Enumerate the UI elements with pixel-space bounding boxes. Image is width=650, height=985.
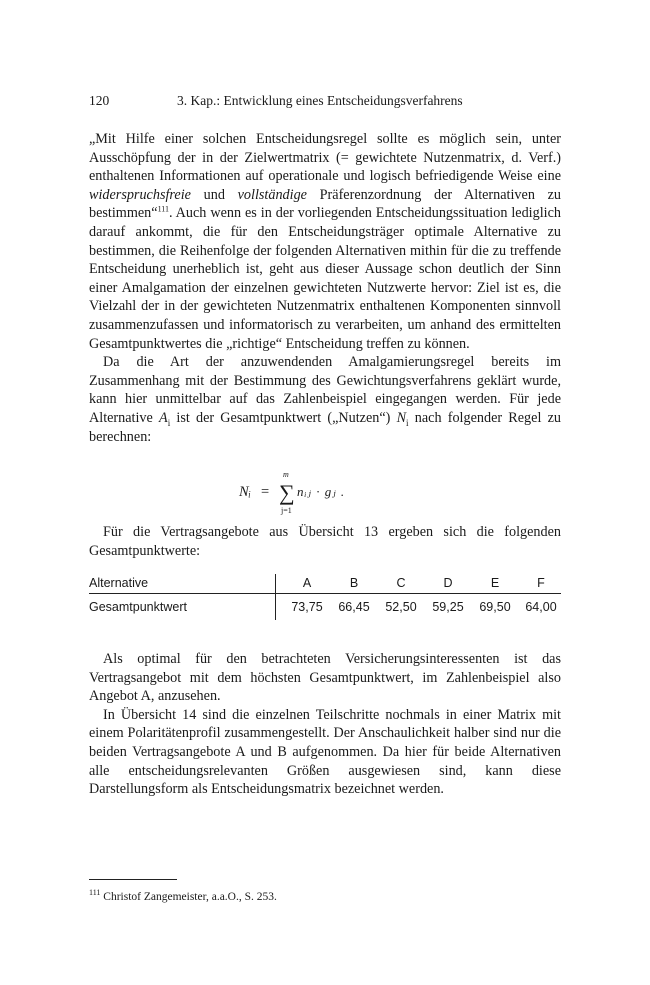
text-run: Präferenzordnung der Alternativen zu bestimmen“ bbox=[89, 186, 561, 222]
table-cell: 59,25 bbox=[432, 600, 464, 614]
page-header bbox=[89, 93, 561, 111]
formula bbox=[239, 470, 439, 522]
table-vertical-rule bbox=[275, 574, 276, 620]
text-run: nach folgender Regel zu berechnen: bbox=[89, 409, 561, 445]
formula-term: nᵢⱼ · gⱼ . bbox=[297, 484, 346, 499]
paragraph-matrix: In Übersicht 14 sind die einzelnen Teilschritte nochmals in einer Matrix mit einem Polaritätenprofil zusammengestellt. Der Anschaulichkeit halber sind nur die beiden Vertragsangebote A und B aufgenommen. Da hier für beide Alternativen alle entscheidungsrelevanten Größen ausgewiesen sind, kann diese Darstellungsform als Entscheidungsmatrix bezeichnet werden. bbox=[89, 706, 561, 798]
page-number: 120 bbox=[89, 93, 110, 108]
table-cell: 69,50 bbox=[479, 600, 511, 614]
table-cell: 73,75 bbox=[291, 600, 323, 614]
formula-equals: = bbox=[261, 484, 270, 500]
emphasis-widerspruchsfreie: widerspruchsfreie bbox=[89, 186, 191, 203]
table-header-cell: C bbox=[396, 576, 406, 590]
table-cell: 52,50 bbox=[385, 600, 417, 614]
table-rule bbox=[89, 593, 561, 594]
paragraph-table-intro: Für die Vertragsangebote aus Übersicht 13 ergeben sich die folgenden Gesamtpunktwerte: bbox=[89, 524, 561, 559]
formula-lhs: Nᵢ bbox=[239, 484, 251, 500]
symbol-n: N bbox=[396, 409, 407, 426]
body-text-2 bbox=[89, 523, 561, 560]
symbol-a: A bbox=[159, 409, 168, 426]
symbol-subscript: i bbox=[406, 417, 409, 428]
running-head: 3. Kap.: Entwicklung eines Entscheidungsverfahrens bbox=[177, 93, 463, 108]
symbol-subscript: i bbox=[167, 417, 171, 428]
footnote-mark: 111 bbox=[89, 888, 101, 897]
table-header-cell: D bbox=[443, 576, 453, 590]
text-run: ist der Gesamtpunktwert („Nutzen“) bbox=[170, 409, 397, 426]
table-row-label: Gesamtpunktwert bbox=[89, 600, 187, 614]
table-header-cell: E bbox=[490, 576, 500, 590]
text-run: Da die Art der anzuwendenden Amalgamierungsregel bereits im Zusammenhang mit der Bestimmung des Gewichtungsverfahrens geklärt wurde, kann hier unmittelbar auf das Zahlenbeispiel eingegangen werden. Für jede Alternative bbox=[89, 354, 561, 426]
text-run: . Auch wenn es in der vorliegenden Entscheidungssituation lediglich darauf ankommt, die für den Entscheidungsträger optimale Alternative zu bestimmen, die Reihenfolge der folgenden Alternativen mithin für die zu treffende Entscheidung unerheblich ist, geht aus dieser Aussage schon deutlich der Sinn einer Amalgamation der einzelnen gewichteten Nutzwerte hervor: Ziel ist es, die Vielzahl der in der gewichteten Nutzenmatrix enthaltenen Komponenten sinnvoll zusammenzufassen und informatorisch zu verarbeiten, um anhand des ermittelten Gesamtpunktwertes die „richtige“ Entscheidung treffen zu können. bbox=[89, 205, 561, 352]
paragraph-amalgamation bbox=[89, 353, 561, 446]
text-run: und bbox=[190, 186, 238, 203]
table-cell: 66,45 bbox=[338, 600, 370, 614]
table-cell: 64,00 bbox=[525, 600, 557, 614]
emphasis-vollstaendige: vollständige bbox=[237, 186, 307, 203]
formula-upper-limit: m bbox=[283, 470, 289, 479]
paragraph-optimal: Als optimal für den betrachteten Versicherungsinteressenten ist das Vertragsangebot mit dem höchsten Gesamtpunktwert, im Zahlenbeispiel also Angebot A, anzusehen. bbox=[89, 651, 561, 705]
footnote-divider bbox=[89, 879, 177, 880]
body-text-3 bbox=[89, 650, 561, 799]
paragraph-quote bbox=[89, 130, 561, 353]
body-text bbox=[89, 130, 561, 446]
table-row bbox=[89, 598, 561, 618]
table-header-row bbox=[89, 574, 561, 594]
table-header-cell: B bbox=[349, 576, 359, 590]
footnote-reference[interactable]: 111 bbox=[157, 204, 169, 214]
table-header-cell: A bbox=[302, 576, 312, 590]
formula-sum-sign: ∑ bbox=[279, 480, 295, 505]
formula-lower-limit: j=1 bbox=[281, 506, 292, 515]
table-header-label: Alternative bbox=[89, 576, 149, 590]
footnote bbox=[89, 888, 561, 903]
footnote-text: Christof Zangemeister, a.a.O., S. 253. bbox=[100, 890, 277, 903]
text-run: „Mit Hilfe einer solchen Entscheidungsregel sollte es möglich sein, unter Ausschöpfung der in der Zielwertmatrix (= gewichtete Nutzenmatrix, d. Verf.) enthaltenen Informationen auf operationale und logisch befriedigende Weise eine bbox=[89, 131, 561, 185]
table-header-cell: F bbox=[537, 576, 545, 590]
results-table bbox=[89, 574, 561, 618]
